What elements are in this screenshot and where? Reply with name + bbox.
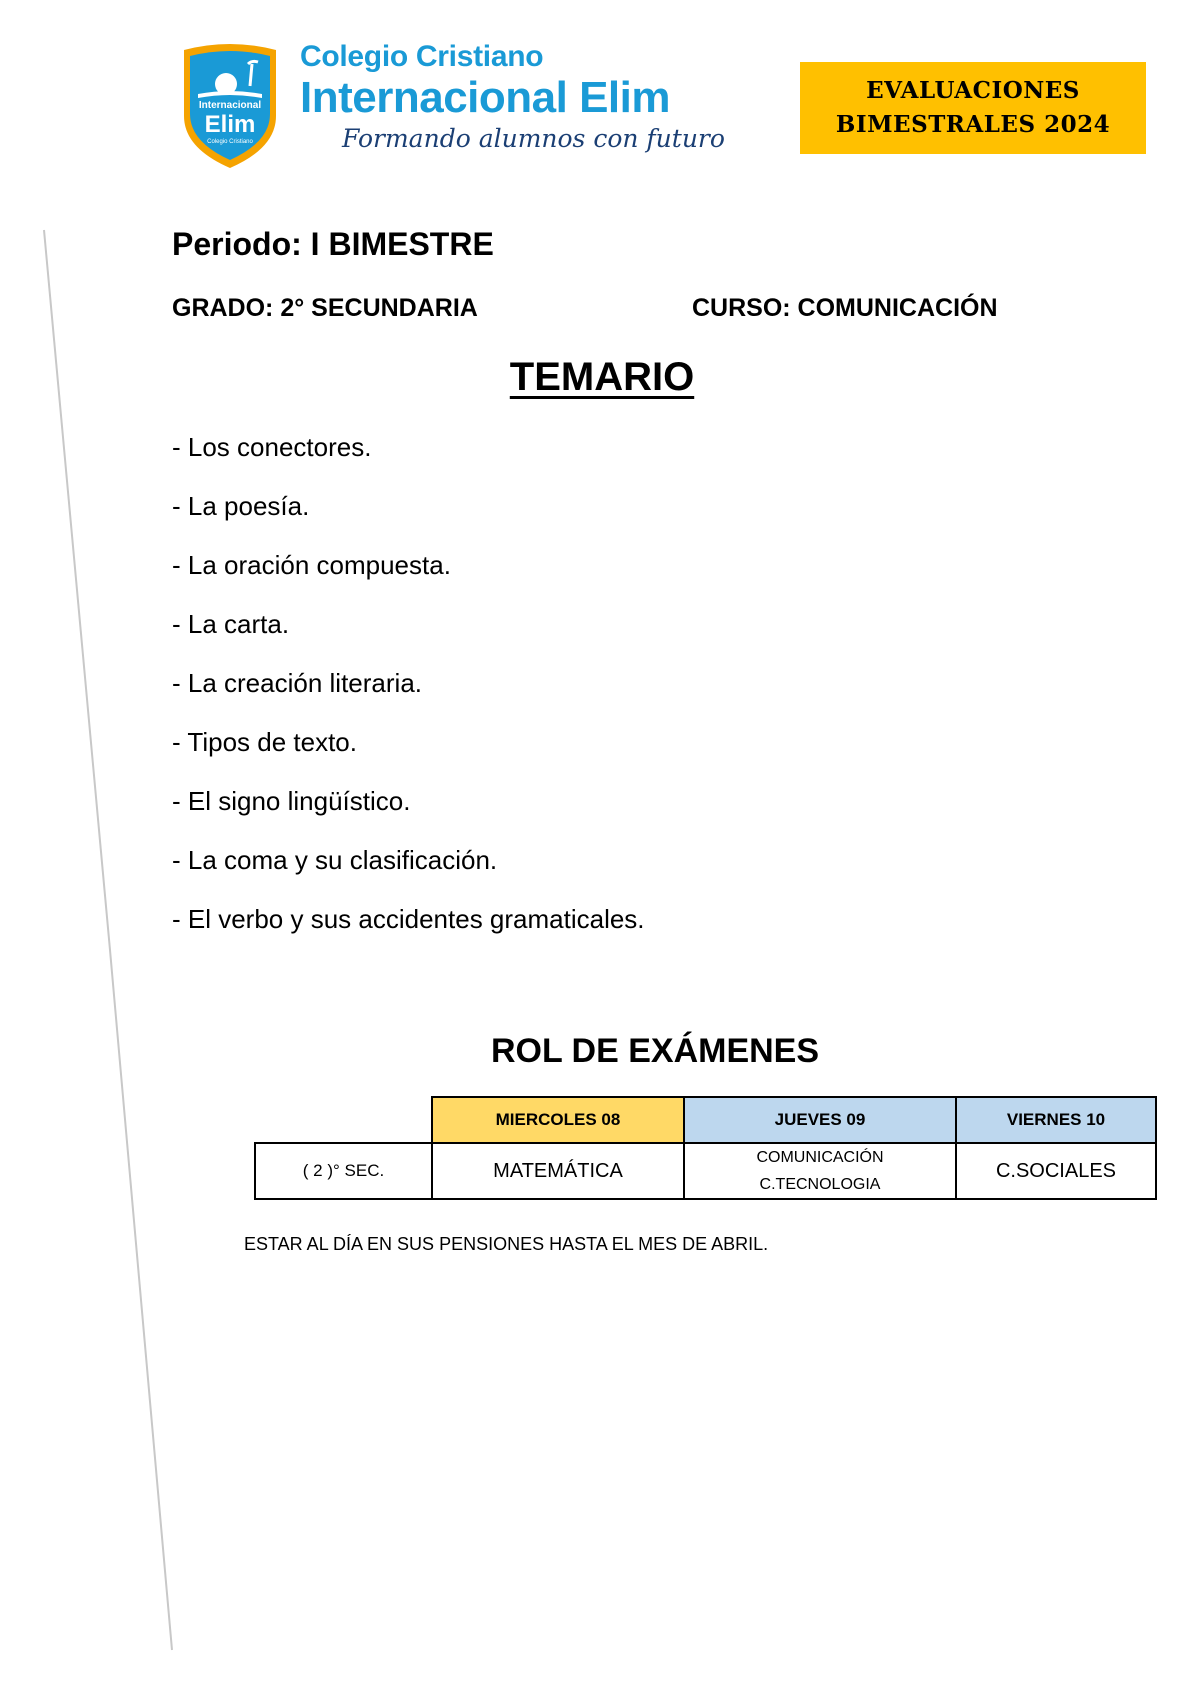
topic-item: - La carta. — [172, 609, 290, 639]
header-jueves: JUEVES 09 — [684, 1097, 956, 1143]
topic-item: - Tipos de texto. — [172, 727, 357, 757]
topic-item: - Los conectores. — [172, 432, 372, 462]
topic-item: - La coma y su clasificación. — [172, 845, 498, 875]
evaluation-banner-line1: EVALUACIONES — [866, 77, 1080, 104]
periodo-heading: Periodo: I BIMESTRE — [172, 226, 494, 262]
school-slogan: Formando alumnos con futuro — [342, 124, 725, 153]
evaluation-banner-line2: BIMESTRALES 2024 — [835, 111, 1111, 138]
pensiones-note: ESTAR AL DÍA EN SUS PENSIONES HASTA EL MES DE ABRIL. — [244, 1234, 769, 1254]
cell-tecnologia: C.TECNOLOGIA — [759, 1176, 881, 1193]
topic-list — [172, 430, 645, 961]
scan-edge-line — [0, 0, 200, 1696]
school-name-line1: Colegio Cristiano — [300, 40, 544, 73]
row-grade-label: ( 2 )° SEC. — [255, 1143, 432, 1199]
school-name-line2: Internacional Elim — [300, 73, 670, 122]
cell-sociales: C.SOCIALES — [956, 1143, 1156, 1199]
table-corner-cell — [255, 1097, 432, 1143]
shield-text-main: Elim — [204, 111, 256, 138]
cell-comunicacion: COMUNICACIÓN — [756, 1149, 884, 1166]
grado-label: GRADO: 2° SECUNDARIA — [172, 294, 478, 322]
temario-title-wrap — [0, 355, 1200, 400]
shield-text-top: Internacional — [198, 100, 262, 111]
header-viernes: VIERNES 10 — [956, 1097, 1156, 1143]
evaluation-banner — [800, 62, 1146, 154]
topic-item: - La oración compuesta. — [172, 550, 451, 580]
topic-item: - El signo lingüístico. — [172, 786, 411, 816]
cell-matematica: MATEMÁTICA — [432, 1143, 684, 1199]
topic-item: - La creación literaria. — [172, 668, 422, 698]
school-brand — [300, 40, 725, 156]
table-row — [255, 1143, 1156, 1199]
exam-schedule-table — [254, 1096, 1157, 1200]
cell-jueves-courses — [684, 1143, 956, 1199]
curso-label: CURSO: COMUNICACIÓN — [692, 294, 998, 322]
temario-title: TEMARIO — [509, 355, 695, 399]
school-shield-logo — [178, 42, 282, 170]
topic-item: - El verbo y sus accidentes gramaticales. — [172, 904, 645, 934]
table-header-row — [255, 1097, 1156, 1143]
header-miercoles: MIERCOLES 08 — [432, 1097, 684, 1143]
shield-text-bottom: Colegio Cristiano — [207, 139, 253, 145]
rol-examenes-title: ROL DE EXÁMENES — [490, 1032, 820, 1070]
topic-item: - La poesía. — [172, 491, 310, 521]
